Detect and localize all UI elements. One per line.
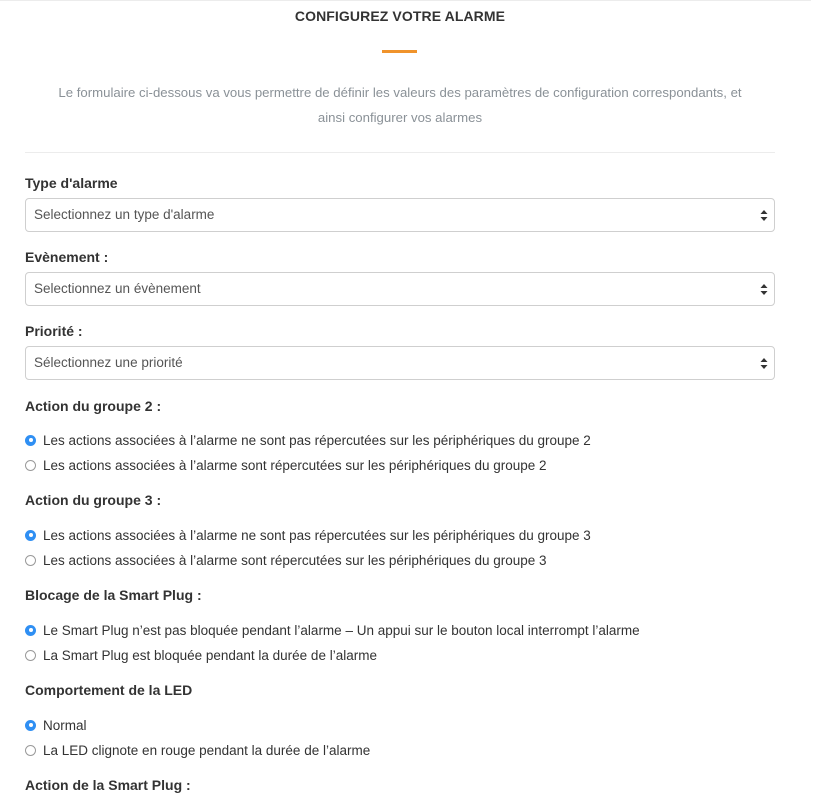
groupe2-option-1[interactable] bbox=[25, 431, 591, 449]
radio-label: La Smart Plug est bloquée pendant la durée de l’alarme bbox=[43, 647, 377, 663]
radio-label: Normal bbox=[43, 717, 87, 733]
priorite-select[interactable] bbox=[25, 346, 775, 380]
priorite-label: Priorité : bbox=[25, 323, 83, 339]
blocage-option-2[interactable] bbox=[25, 646, 377, 664]
select-arrows-icon bbox=[760, 283, 768, 296]
type-alarme-selected-value: Selectionnez un type d'alarme bbox=[34, 207, 215, 222]
radio-button[interactable] bbox=[25, 650, 36, 661]
select-arrows-icon bbox=[760, 209, 768, 222]
priorite-selected-value: Sélectionnez une priorité bbox=[34, 355, 183, 370]
groupe2-option-2[interactable] bbox=[25, 456, 547, 474]
radio-button[interactable] bbox=[25, 460, 36, 471]
blocage-option-1[interactable] bbox=[25, 621, 640, 639]
radio-label: Les actions associées à l’alarme sont répercutées sur les périphériques du groupe 3 bbox=[43, 552, 547, 568]
radio-label: Le Smart Plug n’est pas bloquée pendant l’alarme – Un appui sur le bouton local interrompt l’alarme bbox=[43, 622, 640, 638]
led-option-1[interactable] bbox=[25, 716, 87, 734]
radio-button[interactable] bbox=[25, 555, 36, 566]
select-arrows-icon bbox=[760, 357, 768, 370]
radio-button[interactable] bbox=[25, 530, 36, 541]
led-option-2[interactable] bbox=[25, 741, 370, 759]
groupe3-label: Action du groupe 3 : bbox=[25, 492, 162, 508]
radio-button[interactable] bbox=[25, 435, 36, 446]
radio-label: La LED clignote en rouge pendant la durée de l’alarme bbox=[43, 742, 371, 758]
title-accent-bar bbox=[382, 50, 417, 53]
intro-line-2: ainsi configurer vos alarmes bbox=[317, 110, 483, 125]
type-alarme-select[interactable] bbox=[25, 198, 775, 232]
radio-label: Les actions associées à l’alarme ne sont pas répercutées sur les périphériques du groupe 2 bbox=[43, 432, 591, 448]
top-divider bbox=[0, 0, 811, 1]
radio-button[interactable] bbox=[25, 720, 36, 731]
intro-line-1: Le formulaire ci-dessous va vous permettre de définir les valeurs des paramètres de configuration correspondants, et bbox=[58, 85, 742, 100]
blocage-label: Blocage de la Smart Plug : bbox=[25, 587, 202, 603]
intro-text bbox=[25, 80, 775, 130]
type-alarme-label: Type d'alarme bbox=[25, 175, 118, 191]
groupe3-option-1[interactable] bbox=[25, 526, 591, 544]
section-divider bbox=[25, 152, 775, 153]
groupe2-label: Action du groupe 2 : bbox=[25, 398, 162, 414]
evenement-select[interactable] bbox=[25, 272, 775, 306]
radio-button[interactable] bbox=[25, 745, 36, 756]
action-plug-label: Action de la Smart Plug : bbox=[25, 777, 191, 793]
led-label: Comportement de la LED bbox=[25, 682, 193, 698]
radio-label: Les actions associées à l’alarme ne sont pas répercutées sur les périphériques du groupe 3 bbox=[43, 527, 591, 543]
page-title: CONFIGUREZ VOTRE ALARME bbox=[294, 8, 506, 24]
evenement-selected-value: Selectionnez un évènement bbox=[34, 281, 201, 296]
radio-label: Les actions associées à l’alarme sont répercutées sur les périphériques du groupe 2 bbox=[43, 457, 547, 473]
radio-button[interactable] bbox=[25, 625, 36, 636]
evenement-label: Evènement : bbox=[25, 249, 109, 265]
groupe3-option-2[interactable] bbox=[25, 551, 547, 569]
